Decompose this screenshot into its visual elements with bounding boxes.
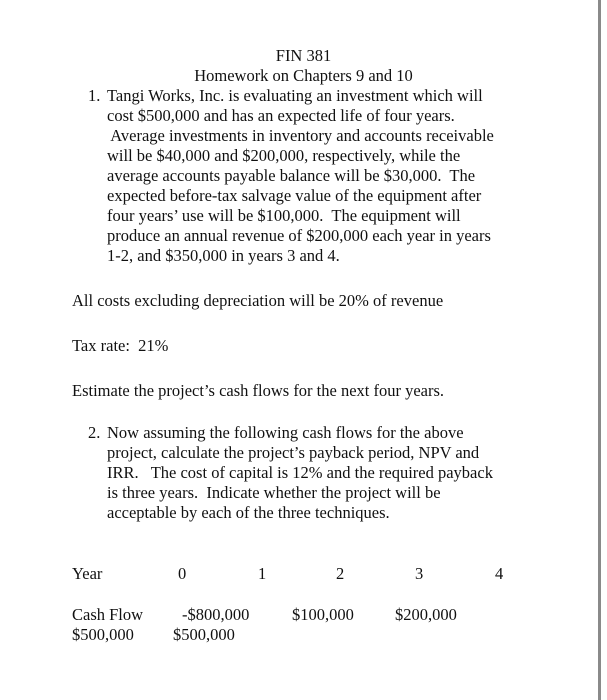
question-2-line: project, calculate the project’s payback period, NPV and <box>107 443 480 462</box>
question-1-line: will be $40,000 and $200,000, respectively, while the <box>107 146 461 165</box>
costs-note: All costs excluding depreciation will be 20% of revenue <box>72 291 444 310</box>
task-text: Estimate the project’s cash flows for the next four years. <box>72 381 445 400</box>
question-1-number: 1. <box>88 86 101 105</box>
cash-flow-year-2: $200,000 <box>395 605 457 624</box>
cash-flow-label: Cash Flow <box>72 605 144 624</box>
question-1-line: expected before-tax salvage value of the equipment after <box>107 186 482 205</box>
year-4: 4 <box>495 564 504 583</box>
question-1-line: Average investments in inventory and accounts receivable <box>107 126 494 145</box>
question-1-line: Tangi Works, Inc. is evaluating an investment which will <box>107 86 483 105</box>
question-2-line: IRR. The cost of capital is 12% and the required payback <box>107 463 493 482</box>
course-title: FIN 381 <box>275 46 332 65</box>
question-2-line: acceptable by each of the three techniques. <box>107 503 390 522</box>
year-2: 2 <box>336 564 345 583</box>
question-2-line: is three years. Indicate whether the project will be <box>107 483 441 502</box>
cash-flow-year-0: -$800,000 <box>182 605 250 624</box>
cash-flow-year-1: $100,000 <box>292 605 354 624</box>
question-1-line: average accounts payable balance will be $30,000. The <box>107 166 476 185</box>
question-2-number: 2. <box>88 423 101 442</box>
tax-rate: Tax rate: 21% <box>72 336 169 355</box>
question-1-line: cost $500,000 and has an expected life of four years. <box>107 106 455 125</box>
question-1-line: produce an annual revenue of $200,000 each year in years <box>107 226 491 245</box>
year-1: 1 <box>258 564 267 583</box>
page-edge-divider <box>598 0 601 700</box>
homework-subtitle: Homework on Chapters 9 and 10 <box>194 66 413 85</box>
question-1-line: four years’ use will be $100,000. The equipment will <box>107 206 461 225</box>
question-2-line: Now assuming the following cash flows for the above <box>107 423 464 442</box>
cash-flow-year-3: $500,000 <box>72 625 134 644</box>
cash-flow-year-4: $500,000 <box>173 625 235 644</box>
year-3: 3 <box>415 564 424 583</box>
year-label: Year <box>72 564 103 583</box>
year-0: 0 <box>178 564 187 583</box>
question-1-line: 1-2, and $350,000 in years 3 and 4. <box>107 246 340 265</box>
